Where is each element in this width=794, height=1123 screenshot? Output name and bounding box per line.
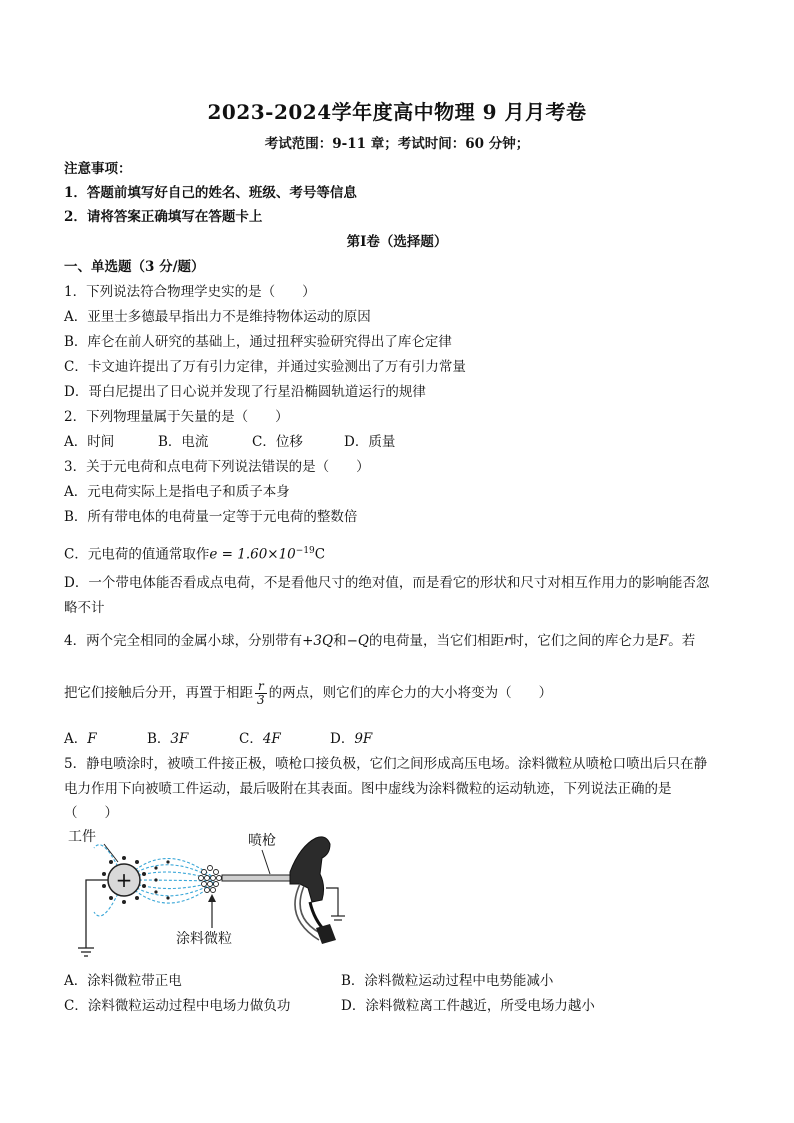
q4-text-e: 。若 bbox=[668, 633, 696, 649]
q4-option-a-label: A． bbox=[64, 731, 88, 747]
question-4-line-2 bbox=[64, 680, 552, 707]
question-3-option-a: A．元电荷实际上是指电子和质子本身 bbox=[64, 484, 290, 500]
question-2-option-b: B．电流 bbox=[158, 434, 209, 450]
question-1-option-a: A．亚里士多德最早指出力不是维持物体运动的原因 bbox=[64, 309, 371, 325]
gun-leader bbox=[262, 850, 270, 874]
q4-option-d-label: D． bbox=[330, 731, 355, 747]
question-3-option-c bbox=[64, 542, 325, 564]
question-3-option-c-text: C．元电荷的值通常取作 bbox=[64, 546, 210, 563]
question-2-option-d: D．质量 bbox=[344, 434, 396, 450]
question-4-line-1 bbox=[64, 632, 695, 650]
q4-option-a-value: F bbox=[87, 731, 97, 747]
question-5-option-a: A．涂料微粒带正电 bbox=[64, 973, 182, 989]
part-title: 第Ⅰ卷（选择题） bbox=[346, 234, 448, 250]
question-2-option-c: C．位移 bbox=[252, 434, 303, 450]
q4-option-b-label: B． bbox=[147, 731, 171, 747]
electrostatic-spray-figure bbox=[64, 828, 364, 963]
q4-option-c-value: 4F bbox=[262, 731, 281, 747]
elementary-charge-formula: e = 1.60×10 bbox=[209, 546, 296, 563]
question-1-option-c: C．卡文迪许提出了万有引力定律，并通过实验测出了万有引力常量 bbox=[64, 359, 466, 375]
label-paint-particles: 涂料微粒 bbox=[176, 931, 232, 947]
elementary-charge-exponent: −19 bbox=[295, 546, 315, 556]
label-workpiece: 工件 bbox=[68, 829, 96, 845]
q4-text-d: 时，它们之间的库仑力是 bbox=[510, 633, 659, 649]
question-2-stem: 2．下列物理量属于矢量的是（ ） bbox=[64, 409, 289, 425]
exam-title: 2023-2024学年度高中物理 9 月月考卷 bbox=[207, 100, 587, 124]
q4-text-a: 4．两个完全相同的金属小球，分别带有 bbox=[64, 633, 303, 649]
q4-charge-2: −Q bbox=[346, 633, 369, 649]
hose-connector bbox=[316, 924, 336, 944]
question-1-stem: 1．下列说法符合物理学史实的是（ ） bbox=[64, 284, 316, 300]
fraction-numerator: r bbox=[255, 680, 267, 694]
label-spray-gun: 喷枪 bbox=[248, 833, 276, 849]
question-4-option-b bbox=[147, 730, 188, 748]
question-3-stem: 3．关于元电荷和点电荷下列说法错误的是（ ） bbox=[64, 459, 370, 475]
notes-heading: 注意事项： bbox=[64, 161, 132, 177]
question-5-line-1: 5．静电喷涂时，被喷工件接正极，喷枪口接负极，它们之间形成高压电场。涂料微粒从喷枪口喷出后只在静 bbox=[64, 756, 708, 772]
question-4-option-c bbox=[239, 730, 281, 748]
question-1-option-d: D．哥白尼提出了日心说并发现了行星沿椭圆轨道运行的规律 bbox=[64, 384, 426, 400]
q4-text-g: 的两点，则它们的库仑力的大小将变为（ ） bbox=[268, 685, 553, 701]
question-5-option-c: C．涂料微粒运动过程中电场力做负功 bbox=[64, 998, 291, 1014]
question-2-option-a: A．时间 bbox=[64, 434, 115, 450]
q4-text-c: 的电荷量，当它们相距 bbox=[368, 633, 504, 649]
question-4-option-a bbox=[64, 730, 97, 748]
plus-sign: + bbox=[115, 868, 133, 892]
elementary-charge-unit: C bbox=[314, 546, 326, 563]
q4-force-f: F bbox=[658, 633, 669, 649]
q4-distance-r: r bbox=[503, 633, 511, 649]
fraction-denominator: 3 bbox=[257, 693, 265, 707]
section-heading: 一、单选题（3 分/题） bbox=[64, 259, 205, 275]
question-3-option-b: B．所有带电体的电荷量一定等于元电荷的整数倍 bbox=[64, 509, 358, 525]
question-3-option-d-line-1: D．一个带电体能否看成点电荷，不是看他尺寸的绝对值，而是看它的形状和尺寸对相互作用力的影响能否忽 bbox=[64, 575, 710, 591]
q4-text-b: 和 bbox=[333, 633, 347, 649]
exam-scope: 考试范围：9-11 章；考试时间：60 分钟； bbox=[264, 136, 530, 152]
gun-nozzle bbox=[222, 875, 290, 881]
question-3-option-d-line-2: 略不计 bbox=[64, 600, 105, 616]
fraction-r-over-3 bbox=[255, 680, 267, 707]
q4-text-f: 把它们接触后分开，再置于相距 bbox=[64, 685, 253, 701]
workpiece-leader bbox=[104, 844, 118, 862]
q4-option-b-value: 3F bbox=[170, 731, 189, 747]
note-item-2: 2．请将答案正确填写在答题卡上 bbox=[64, 209, 263, 225]
q4-option-c-label: C． bbox=[239, 731, 263, 747]
ground-wire-right bbox=[326, 888, 338, 916]
question-5-line-3: （ ） bbox=[64, 805, 118, 821]
question-4-option-d bbox=[330, 730, 372, 748]
note-item-1: 1．答题前填写好自己的姓名、班级、考号等信息 bbox=[64, 185, 357, 201]
question-5-option-b: B．涂料微粒运动过程中电势能减小 bbox=[341, 973, 554, 989]
question-1-option-b: B．库仑在前人研究的基础上，通过扭秤实验研究得出了库仑定律 bbox=[64, 334, 452, 350]
question-5-line-2: 电力作用下向被喷工件运动，最后吸附在其表面。图中虚线为涂料微粒的运动轨迹，下列说法正确的是 bbox=[64, 781, 672, 797]
particle-pointer-arrowhead bbox=[208, 894, 216, 902]
question-5-option-d: D．涂料微粒离工件越近，所受电场力越小 bbox=[341, 998, 595, 1014]
q4-option-d-value: 9F bbox=[354, 731, 373, 747]
q4-charge-1: +3Q bbox=[302, 633, 334, 649]
